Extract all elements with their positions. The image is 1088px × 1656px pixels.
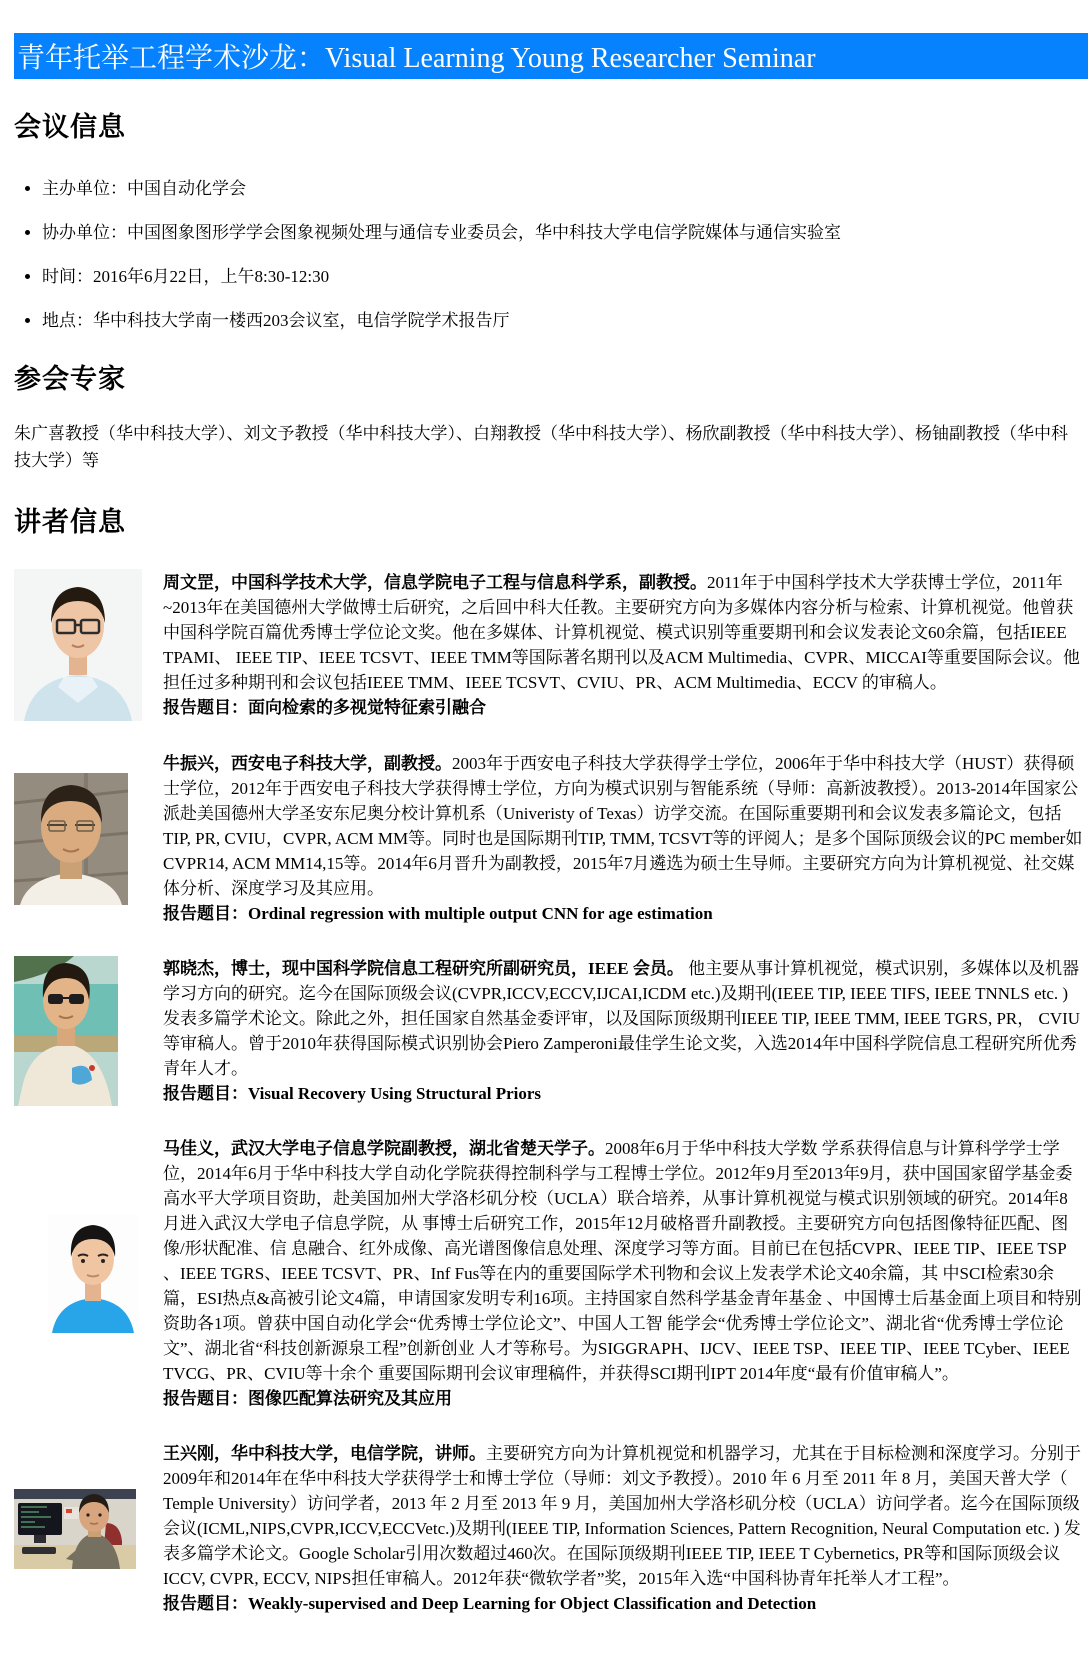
speaker-portrait-photo [48, 1215, 138, 1333]
speaker-bio-cell [163, 1441, 1088, 1616]
talk-title: 报告题目：面向检索的多视觉特征索引融合 [163, 698, 486, 717]
page-title: 青年托举工程学术沙龙：Visual Learning Young Researcher Seminar [17, 43, 816, 74]
page-title-banner [14, 33, 1088, 79]
speaker-bio [163, 1441, 1084, 1591]
meeting-info-list [14, 174, 1088, 331]
speaker-photo-cell [14, 1489, 163, 1569]
speaker-block [14, 1441, 1088, 1616]
speaker-photo-cell [14, 1215, 163, 1333]
speaker-name-intro: 周文罡，中国科学技术大学，信息学院电子工程与信息科学系，副教授。 [163, 573, 707, 592]
speaker-photo-cell [14, 773, 163, 905]
speaker-name-intro: 王兴刚，华中科技大学，电信学院，讲师。 [163, 1444, 486, 1463]
speaker-bio [163, 570, 1084, 695]
speaker-bio [163, 1136, 1084, 1386]
section-heading-experts: 参会专家 [14, 364, 126, 394]
speaker-block [14, 1136, 1088, 1411]
speaker-bio-cell [163, 956, 1088, 1106]
speaker-bio [163, 956, 1084, 1081]
speaker-office-photo [14, 1489, 136, 1569]
speaker-bio-text: 主要研究方向为计算机视觉和机器学习，尤其在于目标检测和深度学习。分别于2009年和2014年在华中科技大学获得学士和博士学位（导师：刘文予教授）。2010 年 6 月至 2011 年 8 月，美国天普大学（ Temple University）访问学者，2013 年 2 月至 2013 年 9 月，美国加州大学洛杉矶分校（UCLA）访问学者。迄今在国际顶级会议(ICML,NIPS,CVPR,ICCV,ECCVetc.)及期刊(IEEE TIP, Information Sciences, Pattern Recognition, Neural Computation etc. ) 发表多篇学术论文。Google Scholar引用次数超过460次。在国际顶级期刊IEEE TIP, IEEE T Cybernetics, PR等和国际顶级会议ICCV, CVPR, ECCV, NIPS担任审稿人。2012年获“微软学者”奖，2015年入选“中国科协青年托举人才工程”。 [163, 1444, 1081, 1588]
info-item-host: • 主办单位：中国自动化学会 [42, 174, 1088, 199]
page [14, 33, 1088, 1656]
speaker-bio-text: 2008年6月于华中科技大学数 学系获得信息与计算科学学士学位，2014年6月于华中科技大学自动化学院获得控制科学与工程博士学位。2012年9月至2013年9月，获中国国家留学基金委高水平大学项目资助，赴美国加州大学洛杉矶分校（UCLA）联合培养，从事计算机视觉与模式识别领域的研究。2014年8月进入武汉大学电子信息学院，从 事博士后研究工作，2015年12月破格晋升副教授。主要研究方向包括图像特征匹配、图像/形状配准、信 息融合、红外成像、高光谱图像信息处理、深度学习等方面。目前已在包括CVPR、IEEE TIP、IEEE TSP 、IEEE TGRS、IEEE TCSVT、PR、Inf Fus等在内的重要国际学术刊物和会议上发表学术论文40余篇，其 中SCI检索30余篇，ESI热点&高被引论文4篇，申请国家发明专利16项。主持国家自然科学基金青年基金 、中国博士后基金面上项目和特别资助各1项。曾获中国自动化学会“优秀博士学位论文”、中国人工智 能学会“优秀博士学位论文”、湖北省“优秀博士学位论文”、湖北省“科技创新源泉工程”创新创业 人才等称号。为SIGGRAPH、IJCV、IEEE TSP、IEEE TIP、IEEE TCyber、IEEE TVCG、PR、CVIU等十余个 重要国际期刊会议审理稿件，并获得SCI期刊IPT 2014年度“最有价值审稿人”。 [163, 1139, 1082, 1383]
talk-title: 报告题目：图像匹配算法研究及其应用 [163, 1389, 452, 1408]
speaker-bio-text: 2003年于西安电子科技大学获得学士学位，2006年于华中科技大学（HUST）获得硕士学位，2012年于西安电子科技大学获得博士学位，方向为模式识别与智能系统（导师：高新波教授）。2013-2014年国家公派赴美国德州大学圣安东尼奥分校计算机系（Univeristy of Texas）访学交流。在国际重要期刊和会议发表多篇论文，包括TIP, PR, CVIU，CVPR, ACM MM等。同时也是国际期刊TIP, TMM, TCSVT等的评阅人；是多个国际顶级会议的PC member如CVPR14, ACM MM14,15等。2014年6月晋升为副教授，2015年7月遴选为硕士生导师。主要研究方向为计算机视觉、社交媒体分析、深度学习及其应用。 [163, 754, 1083, 898]
speaker-bio-cell [163, 570, 1088, 720]
experts-text: 朱广喜教授（华中科技大学）、刘文予教授（华中科技大学）、白翔教授（华中科技大学）、杨欣副教授（华中科技大学）、杨铀副教授（华中科技大学）等 [14, 424, 1068, 470]
talk-title: 报告题目：Visual Recovery Using Structural Priors [163, 1084, 542, 1103]
speaker-photo-cell [14, 569, 163, 721]
speaker-bio-text: 他主要从事计算机视觉，模式识别，多媒体以及机器学习方向的研究。迄今在国际顶级会议(CVPR,ICCV,ECCV,IJCAI,ICDM etc.)及期刊(IEEE TIP, IEEE TIFS, IEEE TNNLS etc. ) 发表多篇学术论文。除此之外，担任国家自然基金委评审，以及国际顶级期刊IEEE TIP, IEEE TMM, IEEE TGRS, PR， CVIU等审稿人。曾于2010年获得国际模式识别协会Piero Zamperoni最佳学生论文奖，入选2014年中国科学院信息工程研究所优秀青年人才。 [163, 959, 1081, 1078]
speaker-bio-cell [163, 1136, 1088, 1411]
speaker-block [14, 569, 1088, 721]
info-item-time: • 时间：2016年6月22日，上午8:30-12:30 [42, 262, 1088, 287]
speaker-photo-cell [14, 956, 163, 1106]
talk-title: 报告题目：Ordinal regression with multiple output CNN for age estimation [163, 904, 713, 923]
talk-title: 报告题目：Weakly-supervised and Deep Learning for Object Classification and Detection [163, 1594, 817, 1613]
section-heading-speakers: 讲者信息 [14, 507, 126, 537]
speaker-portrait-photo [14, 773, 128, 905]
section-heading-meeting-info: 会议信息 [14, 112, 126, 142]
info-item-location: • 地点：华中科技大学南一楼西203会议室，电信学院学术报告厅 [42, 306, 1088, 331]
info-item-coorganizer: • 协办单位：中国图象图形学学会图象视频处理与通信专业委员会，华中科技大学电信学院媒体与通信实验室 [42, 218, 1088, 243]
speaker-bio-text: 2011年于中国科学技术大学获博士学位，2011年~2013年在美国德州大学做博士后研究，之后回中科大任教。主要研究方向为多媒体内容分析与检索、计算机视觉。他曾获中国科学院百篇优秀博士学位论文奖。他在多媒体、计算机视觉、模式识别等重要期刊和会议发表论文60余篇，包括IEEE TPAMI、 IEEE TIP、IEEE TCSVT、IEEE TMM等国际著名期刊以及ACM Multimedia、CVPR、MICCAI等重要国际会议。他担任过多种期刊和会议包括IEEE TMM、IEEE TCSVT、CVIU、PR、ACM Multimedia、ECCV 的审稿人。 [163, 573, 1080, 692]
speaker-name-intro: 马佳义，武汉大学电子信息学院副教授，湖北省楚天学子。 [163, 1139, 605, 1158]
speaker-name-intro: 牛振兴，西安电子科技大学，副教授。 [163, 754, 452, 773]
speaker-bio [163, 751, 1084, 901]
speaker-block [14, 751, 1088, 926]
speaker-block [14, 956, 1088, 1106]
speaker-portrait-photo [14, 569, 142, 721]
speaker-portrait-photo [14, 956, 118, 1106]
speaker-name-intro: 郭晓杰，博士，现中国科学院信息工程研究所副研究员，IEEE 会员。 [163, 959, 684, 978]
speakers-section [14, 569, 1088, 1616]
speaker-bio-cell [163, 751, 1088, 926]
